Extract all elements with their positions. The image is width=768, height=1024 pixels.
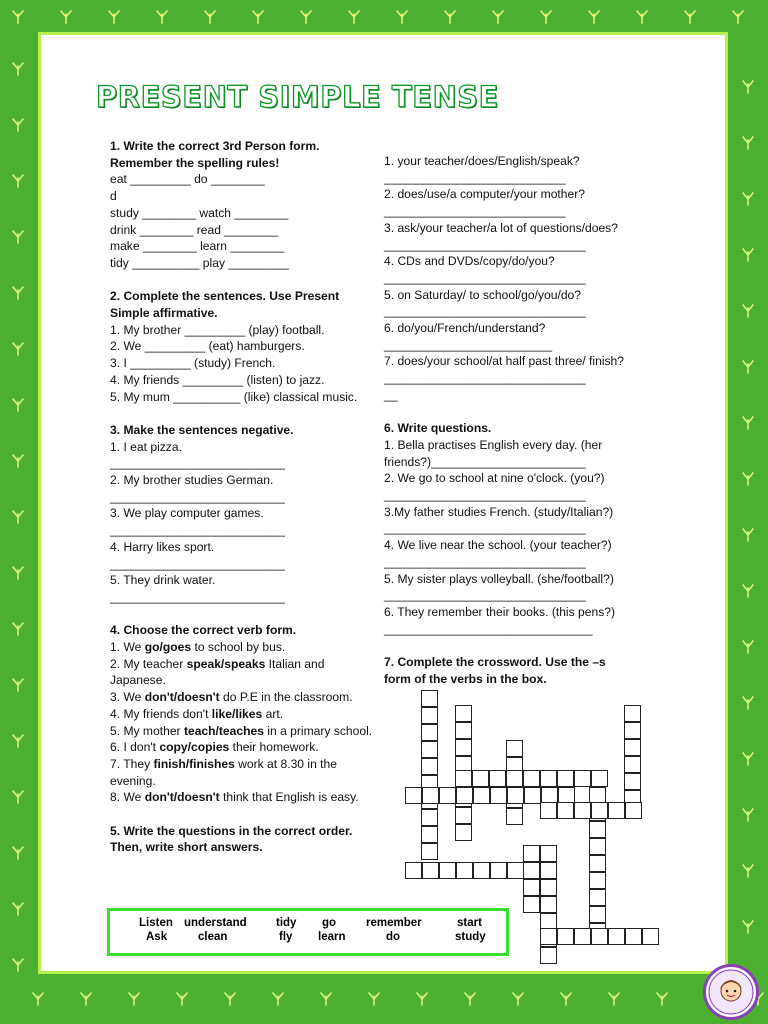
left-column	[110, 138, 375, 856]
sprout-icon	[10, 900, 26, 916]
sprout-icon	[10, 172, 26, 188]
crossword-cell[interactable]	[456, 787, 473, 804]
section5-subheading: Then, write short answers.	[110, 840, 263, 855]
sprout-icon	[10, 60, 26, 76]
crossword-cell[interactable]	[455, 770, 472, 787]
crossword-cell[interactable]	[557, 770, 574, 787]
section4-heading: 4. Choose the correct verb form.	[110, 623, 297, 638]
s5-line: ______________________________	[384, 304, 586, 319]
sprout-icon	[740, 358, 756, 374]
s2-line: 4. My friends _________ (listen) to jazz.	[110, 372, 325, 387]
crossword-cell[interactable]	[456, 862, 473, 879]
s6-line: 3.My father studies French. (study/Italian?)	[384, 504, 614, 519]
sprout-icon	[10, 788, 26, 804]
crossword-cell[interactable]	[624, 739, 641, 756]
crossword-cell[interactable]	[589, 821, 606, 838]
sprout-icon	[10, 8, 26, 24]
page-title: PRESENT SIMPLE TENSE	[96, 80, 499, 114]
crossword-cell[interactable]	[472, 770, 489, 787]
sprout-icon	[10, 620, 26, 636]
crossword-cell[interactable]	[591, 802, 608, 819]
crossword-cell[interactable]	[589, 889, 606, 906]
s1-line: make ________ learn ________	[110, 239, 285, 254]
crossword-cell[interactable]	[608, 802, 625, 819]
sprout-icon	[586, 8, 602, 24]
word: remember	[366, 917, 422, 929]
crossword-cell[interactable]	[624, 722, 641, 739]
graphics-club-logo	[703, 964, 759, 1020]
s6-line: 5. My sister plays volleyball. (she/football?)	[384, 571, 614, 586]
logo-face-icon	[706, 967, 756, 1017]
sprout-icon	[10, 844, 26, 860]
sprout-icon	[730, 8, 746, 24]
sprout-icon	[202, 8, 218, 24]
sprout-icon	[78, 990, 94, 1006]
sprout-icon	[442, 8, 458, 24]
sprout-icon	[740, 78, 756, 94]
s3-line: __________________________	[110, 523, 285, 538]
crossword-cell[interactable]	[624, 705, 641, 722]
word: fly	[279, 931, 293, 943]
s2-line: 3. I _________ (study) French.	[110, 356, 276, 371]
sprout-icon	[394, 8, 410, 24]
s1-line: eat _________ do ________	[110, 172, 265, 187]
s5-line: ___________________________	[384, 204, 566, 219]
sprout-icon	[270, 990, 286, 1006]
s5-line: ___________________________	[384, 170, 566, 185]
s4-item: 6. I don't copy/copies their homework.	[110, 740, 319, 755]
sprout-icon	[740, 470, 756, 486]
sprout-icon	[106, 8, 122, 24]
s3-line: 1. I eat pizza.	[110, 439, 182, 454]
section1-subheading: Remember the spelling rules!	[110, 155, 280, 170]
crossword-cell[interactable]	[625, 802, 642, 819]
crossword-cell[interactable]	[523, 770, 540, 787]
crossword-cell[interactable]	[524, 787, 541, 804]
crossword-cell[interactable]	[540, 879, 557, 896]
crossword-cell[interactable]	[455, 807, 472, 824]
sprout-icon	[538, 8, 554, 24]
crossword-cell[interactable]	[574, 770, 591, 787]
s5-line: 6. do/you/French/understand?	[384, 321, 546, 336]
section6-heading: 6. Write questions.	[384, 421, 492, 436]
crossword-cell[interactable]	[473, 862, 490, 879]
sprout-icon	[298, 8, 314, 24]
s1-line: d	[110, 189, 117, 204]
s3-line: __________________________	[110, 456, 285, 471]
s4-item: 3. We don't/doesn't do P.E in the classroom.	[110, 690, 353, 705]
sprout-icon	[606, 990, 622, 1006]
s1-line: drink ________ read ________	[110, 222, 279, 237]
crossword-cell[interactable]	[523, 862, 540, 879]
crossword-cell[interactable]	[540, 845, 557, 862]
crossword-cell[interactable]	[507, 862, 524, 879]
crossword-cell[interactable]	[642, 928, 659, 945]
crossword-cell[interactable]	[523, 879, 540, 896]
crossword-cell[interactable]	[421, 741, 438, 758]
crossword-cell[interactable]	[574, 928, 591, 945]
crossword-cell[interactable]	[422, 787, 439, 804]
sprout-icon	[10, 284, 26, 300]
crossword-cell[interactable]	[506, 770, 523, 787]
crossword-cell[interactable]	[421, 724, 438, 741]
s2-line: 2. We _________ (eat) hamburgers.	[110, 339, 305, 354]
s5-line: __	[384, 387, 398, 402]
s3-line: 3. We play computer games.	[110, 506, 264, 521]
crossword-cell[interactable]	[473, 787, 490, 804]
sprout-icon	[740, 694, 756, 710]
crossword-cell[interactable]	[455, 705, 472, 722]
sprout-icon	[740, 246, 756, 262]
crossword-cell[interactable]	[421, 809, 438, 826]
s3-line: 2. My brother studies German.	[110, 473, 274, 488]
crossword-cell[interactable]	[422, 862, 439, 879]
sprout-icon	[740, 414, 756, 430]
sprout-icon	[126, 990, 142, 1006]
sprout-icon	[10, 452, 26, 468]
sprout-icon	[414, 990, 430, 1006]
sprout-icon	[654, 990, 670, 1006]
sprout-icon	[740, 582, 756, 598]
s3-line: 4. Harry likes sport.	[110, 539, 215, 554]
crossword-cell[interactable]	[421, 690, 438, 707]
word: clean	[198, 931, 228, 943]
sprout-icon	[558, 990, 574, 1006]
crossword-cell[interactable]	[507, 787, 524, 804]
crossword-cell[interactable]	[608, 928, 625, 945]
s4-item: 8. We don't/doesn't think that English is easy.	[110, 790, 359, 805]
s3-line: __________________________	[110, 556, 285, 571]
s5-line: 1. your teacher/does/English/speak?	[384, 154, 580, 168]
sprout-icon	[58, 8, 74, 24]
crossword-cell[interactable]	[421, 843, 438, 860]
section7-heading: 7. Complete the crossword. Use the –s	[384, 655, 606, 670]
sprout-icon	[740, 134, 756, 150]
sprout-icon	[174, 990, 190, 1006]
sprout-icon	[366, 990, 382, 1006]
s5-line: 2. does/use/a computer/your mother?	[384, 187, 585, 202]
sprout-icon	[740, 638, 756, 654]
sprout-icon	[740, 526, 756, 542]
crossword-cell[interactable]	[589, 906, 606, 923]
word: learn	[318, 931, 346, 943]
crossword-cell[interactable]	[589, 838, 606, 855]
crossword-cell[interactable]	[540, 862, 557, 879]
sprout-icon	[250, 8, 266, 24]
s6-line: ______________________________	[384, 554, 586, 569]
s4-item: 1. We go/goes to school by bus.	[110, 640, 286, 655]
s5-line: 5. on Saturday/ to school/go/you/do?	[384, 287, 581, 302]
section1-heading: 1. Write the correct 3rd Person form.	[110, 139, 320, 153]
sprout-icon	[10, 396, 26, 412]
sprout-icon	[154, 8, 170, 24]
sprout-icon	[682, 8, 698, 24]
crossword-cell[interactable]	[589, 855, 606, 872]
s5-line: _________________________	[384, 337, 553, 352]
crossword-cell[interactable]	[540, 770, 557, 787]
crossword-cell[interactable]	[540, 802, 557, 819]
sprout-icon	[10, 508, 26, 524]
s6-line: _______________________________	[384, 621, 593, 636]
section2-subheading: Simple affirmative.	[110, 306, 218, 321]
crossword-cell[interactable]	[455, 722, 472, 739]
s6-line: ______________________________	[384, 588, 586, 603]
crossword-cell[interactable]	[489, 770, 506, 787]
crossword-cell[interactable]	[624, 773, 641, 790]
crossword-cell[interactable]	[624, 756, 641, 773]
sprout-icon	[10, 732, 26, 748]
sprout-icon	[740, 190, 756, 206]
crossword-cell[interactable]	[405, 862, 422, 879]
sprout-icon	[10, 340, 26, 356]
crossword-cell[interactable]	[540, 896, 557, 913]
word: go	[322, 917, 337, 929]
crossword-cell[interactable]	[421, 707, 438, 724]
section7-subheading: form of the verbs in the box.	[384, 671, 547, 686]
sprout-icon	[318, 990, 334, 1006]
crossword-cell[interactable]	[455, 824, 472, 841]
crossword-cell[interactable]	[506, 808, 523, 825]
verb-word-box	[107, 908, 509, 956]
crossword-cell[interactable]	[421, 826, 438, 843]
s4-item: 7. They finish/finishes work at 8.30 in the evening.	[110, 756, 337, 788]
crossword-cell[interactable]	[490, 862, 507, 879]
sprout-icon	[10, 956, 26, 972]
crossword-cell[interactable]	[540, 947, 557, 964]
sprout-icon	[10, 116, 26, 132]
sprout-icon	[462, 990, 478, 1006]
sprout-icon	[740, 750, 756, 766]
sprout-icon	[10, 564, 26, 580]
s5-line: ______________________________	[384, 270, 586, 285]
sprout-icon	[740, 806, 756, 822]
sprout-icon	[30, 990, 46, 1006]
sprout-icon	[10, 228, 26, 244]
sprout-icon	[222, 990, 238, 1006]
section2-heading: 2. Complete the sentences. Use Present	[110, 289, 340, 304]
sprout-icon	[490, 8, 506, 24]
crossword-cell[interactable]	[625, 928, 642, 945]
s5-line: ______________________________	[384, 237, 586, 252]
crossword-cell[interactable]	[523, 845, 540, 862]
crossword-cell[interactable]	[591, 770, 608, 787]
s3-line: 5. They drink water.	[110, 573, 216, 588]
s4-item: 2. My teacher speak/speaks Italian and Japanese.	[110, 656, 325, 688]
crossword-cell[interactable]	[540, 928, 557, 945]
s5-line: 4. CDs and DVDs/copy/do/you?	[384, 254, 555, 269]
crossword-cell[interactable]	[439, 862, 456, 879]
crossword-cell[interactable]	[405, 787, 422, 804]
crossword-cell[interactable]	[557, 802, 574, 819]
sprout-icon	[634, 8, 650, 24]
sprout-icon	[510, 990, 526, 1006]
sprout-icon	[10, 676, 26, 692]
s6-line: 2. We go to school at nine o'clock. (you?)	[384, 471, 605, 486]
s5-line: 7. does/your school/at half past three/ finish?	[384, 354, 625, 369]
crossword-cell[interactable]	[523, 896, 540, 913]
s3-line: __________________________	[110, 589, 285, 604]
s1-line: tidy __________ play _________	[110, 255, 289, 270]
s6-line: 6. They remember their books. (this pens?)	[384, 604, 616, 619]
word: start	[457, 917, 482, 929]
s6-line: 1. Bella practises English every day. (her	[384, 437, 603, 452]
crossword-cell[interactable]	[506, 740, 523, 757]
sprout-icon	[740, 302, 756, 318]
crossword-cell[interactable]	[589, 872, 606, 889]
s5-line: 3. ask/your teacher/a lot of questions/does?	[384, 220, 618, 235]
crossword-cell[interactable]	[421, 758, 438, 775]
s6-line: 4. We live near the school. (your teacher?)	[384, 538, 612, 553]
section3-heading: 3. Make the sentences negative.	[110, 422, 294, 437]
s5-line: ______________________________	[384, 371, 586, 386]
crossword-cell[interactable]	[490, 787, 507, 804]
word: study	[455, 931, 486, 943]
word: Ask	[146, 931, 168, 943]
s2-line: 1. My brother _________ (play) football.	[110, 322, 325, 337]
s1-line: study ________ watch ________	[110, 205, 289, 220]
sprout-icon	[740, 918, 756, 934]
word: understand	[184, 917, 247, 929]
crossword-cell[interactable]	[557, 928, 574, 945]
s6-line: friends?)_______________________	[384, 454, 586, 469]
sprout-icon	[346, 8, 362, 24]
word: tidy	[276, 917, 297, 929]
word: do	[386, 931, 401, 943]
s3-line: __________________________	[110, 489, 285, 504]
s2-line: 5. My mum __________ (like) classical music.	[110, 389, 358, 404]
s6-line: ______________________________	[384, 488, 586, 503]
sprout-icon	[740, 862, 756, 878]
crossword-cell[interactable]	[591, 928, 608, 945]
section5-heading: 5. Write the questions in the correct order.	[110, 823, 353, 838]
crossword-cell[interactable]	[439, 787, 456, 804]
s4-item: 5. My mother teach/teaches in a primary school.	[110, 723, 373, 738]
word: Listen	[139, 917, 173, 929]
crossword-cell[interactable]	[455, 739, 472, 756]
crossword-cell[interactable]	[574, 802, 591, 819]
s6-line: ______________________________	[384, 521, 586, 536]
s4-item: 4. My friends don't like/likes art.	[110, 706, 284, 721]
right-column	[384, 153, 664, 687]
